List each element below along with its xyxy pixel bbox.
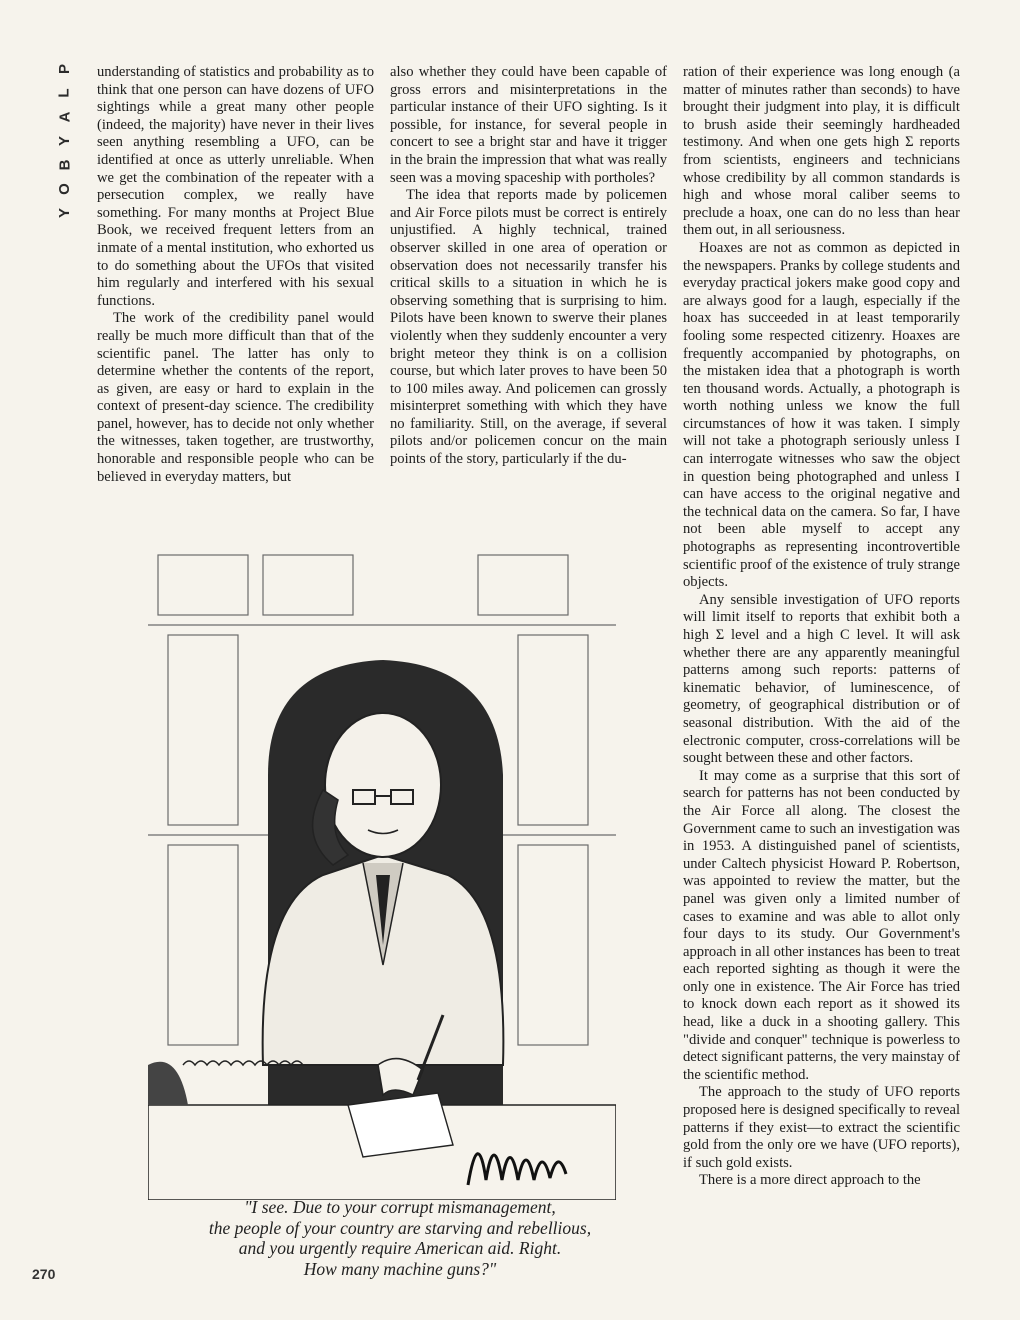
cartoon-drawing [148,545,616,1200]
caption-line: and you urgently require American aid. Right. [238,1238,562,1258]
paper-sheet [348,1093,453,1157]
masthead-letter: A [56,111,73,123]
page-number: 270 [32,1266,56,1282]
wall-panel [168,845,238,1045]
paragraph: ration of their experience was long enough (a matter of minutes rather than seconds) to have brought their judgment into play, it is difficult to brush aside their seemingly hardheaded testimony. And when one gets high Σ reports from scientists, engineers and technicians whose credibility by all common standards is high and whose moral caliber seems to preclude a hoax, one can do no less than hear them out, in all seriousness. [683,64,960,239]
wall-panel [518,635,588,825]
masthead-letter: B [56,159,73,171]
paragraph: It may come as a surprise that this sort of search for patterns has not been conducted by the Air Force all along. The closest the Government came to such an investigation was in 1953. A distinguished panel of scientists, under Caltech physicist Howard P. Robertson, was appointed to review the matter, but the panel was given only a limited number of cases to examine and was able to allot only four days to its study. Our Government's approach in all other instances has been to treat each reported sighting as though it were the only one in existence. The Air Force has tried to knock down each report as it showed its head, like a duck in a shooting gallery. This "divide and conquer" technique is powerless to detect significant patterns, the very mainstay of the scientific method. [683,767,960,1083]
paragraph: The idea that reports made by policemen and Air Force pilots must be correct is entirely unjustified. A highly technical, trained observer skilled in one area of operation or observation does not necessarily transfer his critical skills to a situation in which he is observing something that is surprising to him. Pilots have been known to swerve their planes violently when they suddenly encounter a very bright meteor they think is on a collision course, but which later proves to have been 50 to 100 miles away. And policemen can grossly misinterpret something with which they have no familiarity. Still, on the average, if several pilots and/or policemen concur on the main points of the story, particularly if the du- [390,187,667,468]
paragraph: also whether they could have been capable of gross errors and misinterpretations in the particular instance of their UFO sighting. Is it possible, for instance, for several people in concert to see a bright star and have it trigger in the brain the impression that what was really seen was a moving spaceship with portholes? [390,64,667,186]
wall-panel [518,845,588,1045]
article-column-1 [97,64,374,486]
man-head [325,713,441,857]
paragraph: understanding of statistics and probability as to think that one person can have dozens of UFO sightings while a great many other people (indeed, the majority) have never in their lives seen anything resembling a UFO, can be identified at once as utterly unreliable. When we get the combination of the repeater with a persecution complex, we really have something. For many months at Project Blue Book, we received frequent letters from an inmate of a mental institution, who exhorted us to do something about the UFOs that visited him regularly and interfered with his sexual functions. [97,64,374,309]
wall-panel [168,635,238,825]
telephone-base [148,1062,188,1105]
masthead [52,60,78,222]
masthead-letter: O [55,183,73,195]
article-column-3 [683,64,960,1190]
paragraph: Hoaxes are not as common as depicted in the newspapers. Pranks by college students and everyday practical jokers make good copy and are always good for a laugh, especially if the hoax has succeeded in at least temporarily fooling some respected citizenry. Hoaxes are frequently accompanied by photographs, on the mistaken idea that a photograph is worth ten thousand words. Actually, a photograph is worth nothing unless we know the full circumstances of how it was taken. I simply will not take a photograph seriously unless I can interrogate witnesses who saw the object in question being photographed and unless I can have access to the original negative and the technical data on the camera. So far, I have not been able myself to accept any photographs as representing incontrovertible scientific proof of the existence of truly strange objects. [683,239,960,591]
masthead-letter: L [55,88,73,98]
caption-line: the people of your country are starving and rebellious, [208,1217,592,1238]
cartoon-caption [150,1197,650,1279]
paragraph: There is a more direct approach to the [699,1172,921,1189]
paragraph: The approach to the study of UFO reports proposed here is designed specifically to reveal patterns if they exist—to extract the scientific gold from the only ore we have (UFO reports), if such gold exists. [683,1084,960,1171]
masthead-letter: Y [55,135,73,147]
caption-line: How many machine guns?" [303,1258,497,1279]
wall-panel [478,555,568,615]
article-column-2 [390,64,667,469]
paragraph: Any sensible investigation of UFO reports will limit itself to reports that exhibit both a high Σ level and a high C level. It will ask whether there are any apparently meaningful patterns among such reports: patterns of kinematic behavior, of luminescence, of geometry, of geographical distribution or of seasonal distribution. With the aid of the electronic computer, cross-correlations will be sought between these and other factors. [683,591,960,767]
caption-line: "I see. Due to your corrupt mismanagement, [244,1197,556,1217]
masthead-letter: Y [55,207,73,219]
masthead-letter: P [55,63,73,75]
cartoon-illustration [148,545,616,1200]
wall-panel [158,555,248,615]
wall-panel [263,555,353,615]
paragraph: The work of the credibility panel would really be much more difficult than that of the scientific panel. The latter has only to determine whether the contents of the report, as given, are easy or hard to explain in the context of present-day science. The credibility panel, however, has to decide not only whether the witnesses, taken together, are trustworthy, honorable and responsible people who can be believed in everyday matters, but [97,310,374,485]
